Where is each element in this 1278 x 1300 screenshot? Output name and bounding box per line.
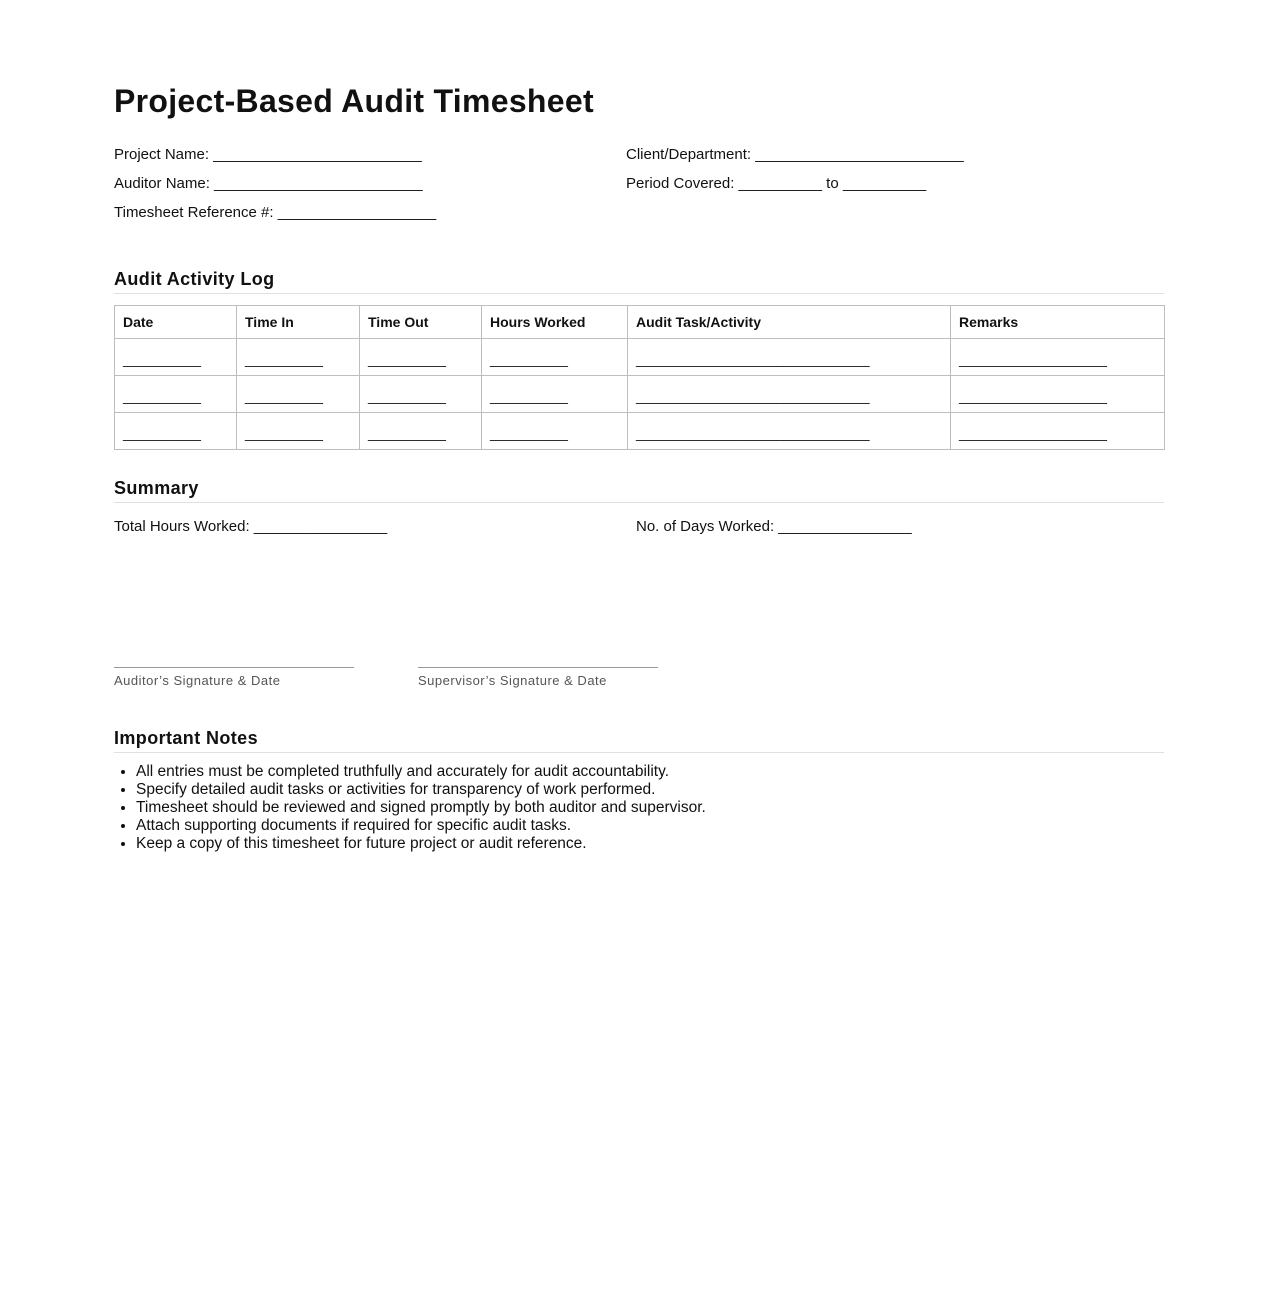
- date-cell[interactable]: __________: [115, 339, 237, 376]
- table-row: [115, 339, 1165, 376]
- hours-worked-cell[interactable]: __________: [482, 376, 628, 413]
- table-row: [115, 413, 1165, 450]
- date-cell[interactable]: __________: [115, 413, 237, 450]
- period-covered-field[interactable]: Period Covered: __________ to __________: [626, 175, 927, 192]
- column-header-time-out: Time Out: [360, 306, 482, 339]
- auditor-signature-line[interactable]: [114, 667, 354, 668]
- audit-task-cell[interactable]: ______________________________: [628, 376, 951, 413]
- activity-log-table: [114, 305, 1165, 450]
- client-department-field[interactable]: Client/Department: _________________________: [626, 146, 964, 163]
- time-in-cell[interactable]: __________: [237, 413, 360, 450]
- project-name-field[interactable]: Project Name: _________________________: [114, 146, 422, 163]
- supervisor-signature-label: Supervisor’s Signature & Date: [418, 673, 607, 688]
- date-cell[interactable]: __________: [115, 376, 237, 413]
- total-hours-field[interactable]: Total Hours Worked: ________________: [114, 518, 388, 535]
- remarks-cell[interactable]: ___________________: [951, 339, 1165, 376]
- column-header-remarks: Remarks: [951, 306, 1165, 339]
- list-item: • Specify detailed audit tasks or activities for transparency of work performed.: [136, 781, 706, 799]
- list-item: • Timesheet should be reviewed and signed promptly by both auditor and supervisor.: [136, 799, 706, 817]
- important-notes-heading: Important Notes: [114, 727, 1164, 753]
- summary-heading: Summary: [114, 477, 1164, 503]
- page-title: Project-Based Audit Timesheet: [114, 83, 594, 119]
- audit-task-cell[interactable]: ______________________________: [628, 413, 951, 450]
- column-header-date: Date: [115, 306, 237, 339]
- time-out-cell[interactable]: __________: [360, 376, 482, 413]
- remarks-cell[interactable]: ___________________: [951, 376, 1165, 413]
- auditor-signature-label: Auditor’s Signature & Date: [114, 673, 281, 688]
- time-out-cell[interactable]: __________: [360, 339, 482, 376]
- list-item: • All entries must be completed truthfully and accurately for audit accountability.: [136, 763, 706, 781]
- list-item: • Keep a copy of this timesheet for future project or audit reference.: [136, 835, 706, 853]
- auditor-name-field[interactable]: Auditor Name: _________________________: [114, 175, 423, 192]
- remarks-cell[interactable]: ___________________: [951, 413, 1165, 450]
- notes-list: [114, 763, 706, 853]
- audit-task-cell[interactable]: ______________________________: [628, 339, 951, 376]
- activity-log-heading: Audit Activity Log: [114, 268, 1164, 294]
- column-header-audit-task: Audit Task/Activity: [628, 306, 951, 339]
- time-in-cell[interactable]: __________: [237, 339, 360, 376]
- hours-worked-cell[interactable]: __________: [482, 413, 628, 450]
- time-out-cell[interactable]: __________: [360, 413, 482, 450]
- table-header-row: [115, 306, 1165, 339]
- table-row: [115, 376, 1165, 413]
- column-header-time-in: Time In: [237, 306, 360, 339]
- timesheet-reference-field[interactable]: Timesheet Reference #: ___________________: [114, 204, 437, 221]
- days-worked-field[interactable]: No. of Days Worked: ________________: [636, 518, 912, 535]
- list-item: • Attach supporting documents if required for specific audit tasks.: [136, 817, 706, 835]
- hours-worked-cell[interactable]: __________: [482, 339, 628, 376]
- time-in-cell[interactable]: __________: [237, 376, 360, 413]
- supervisor-signature-line[interactable]: [418, 667, 658, 668]
- column-header-hours-worked: Hours Worked: [482, 306, 628, 339]
